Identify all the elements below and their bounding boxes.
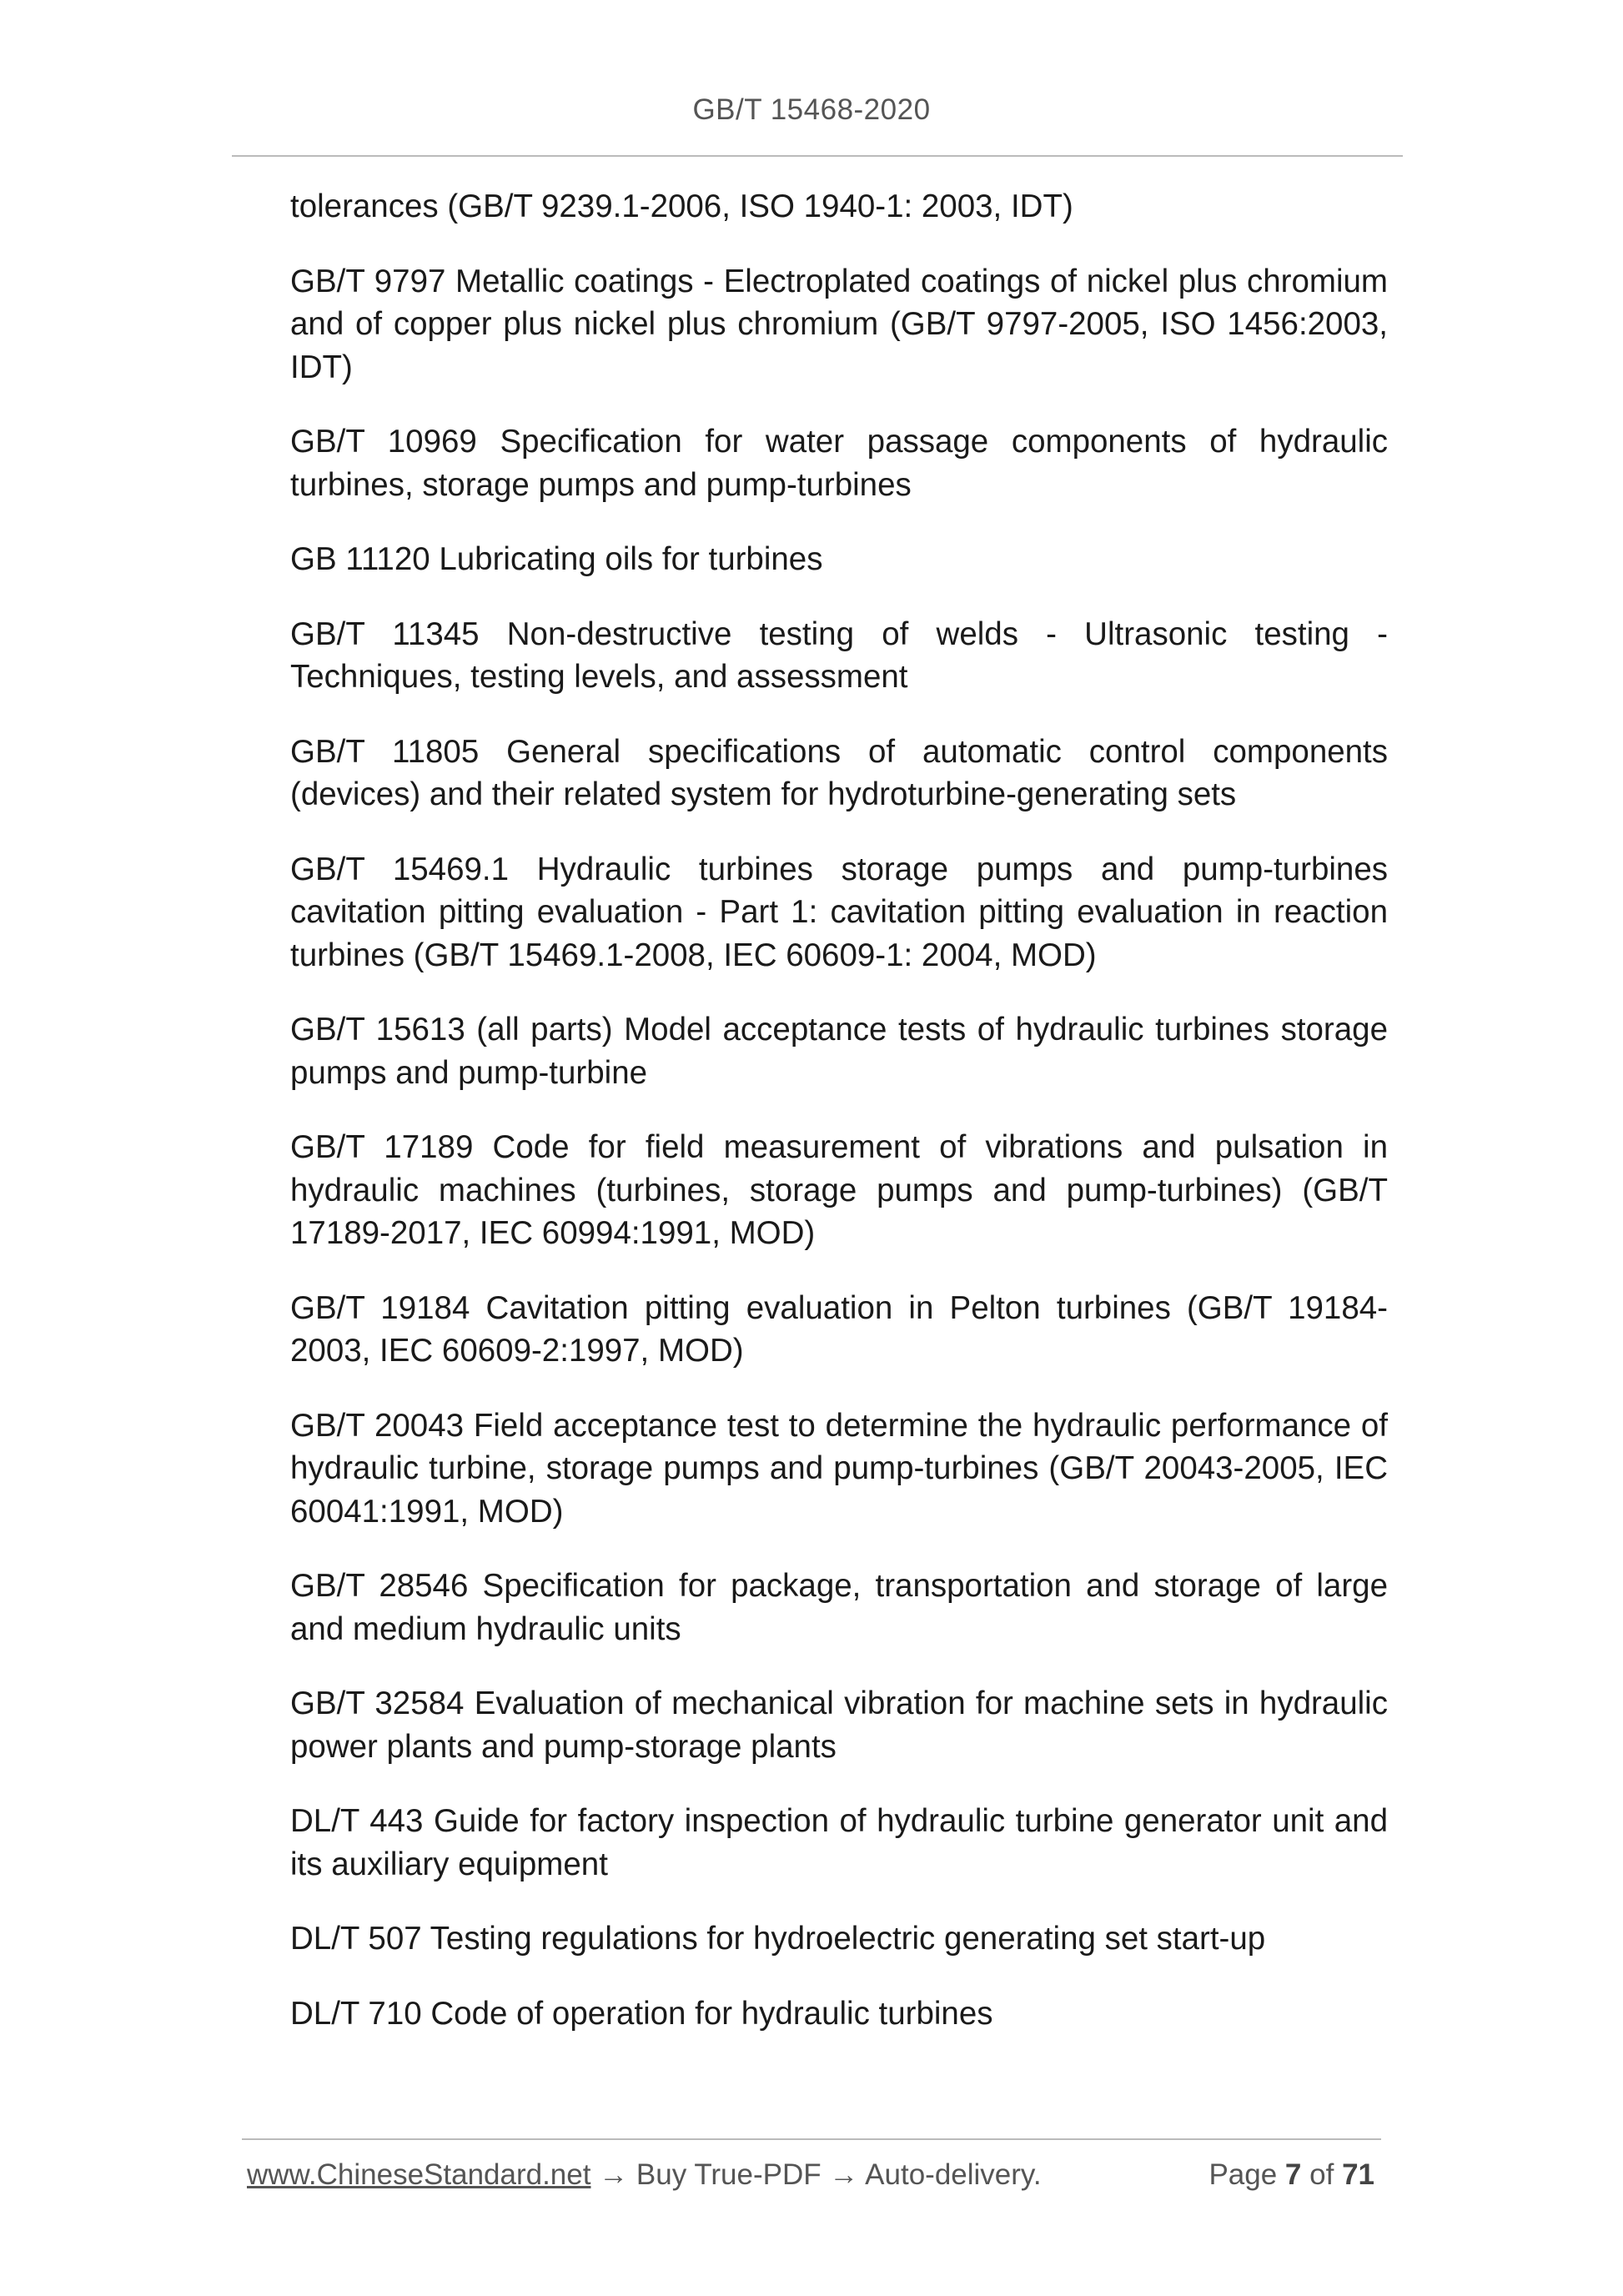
page-header-title: GB/T 15468-2020 <box>692 93 931 126</box>
reference-entry: tolerances (GB/T 9239.1-2006, ISO 1940-1: 2003, IDT) <box>290 188 1073 224</box>
website-link[interactable]: www.ChineseStandard.net <box>247 2158 591 2191</box>
footer-tagline: → Buy True-PDF → Auto-delivery. <box>590 2158 1042 2191</box>
reference-entry: GB/T 9797 Metallic coatings - Electroplated coatings of nickel plus chromium and of copper plus nickel plus chromium (GB/T 9797-2005, ISO 1456:2003, IDT) <box>290 263 1388 385</box>
page-label: Page <box>1208 2158 1278 2191</box>
reference-entry: GB/T 17189 Code for field measurement of vibrations and pulsation in hydraulic machines (turbines, storage pumps and pump-turbines) (GB/T 17189-2017, IEC 60994:1991, MOD) <box>290 1129 1388 1251</box>
reference-entry: DL/T 507 Testing regulations for hydroelectric generating set start-up <box>290 1921 1266 1957</box>
header-divider <box>232 155 1403 157</box>
of-label: of <box>1309 2158 1334 2191</box>
reference-entry: GB/T 20043 Field acceptance test to determine the hydraulic performance of hydraulic turbine, storage pumps and pump-turbines (GB/T 20043-2005, IEC 60041:1991, MOD) <box>290 1407 1388 1530</box>
page-indicator <box>1208 2158 1374 2192</box>
reference-entry: DL/T 710 Code of operation for hydraulic turbines <box>290 1995 993 2032</box>
normative-references-list <box>290 185 1388 2067</box>
reference-entry: GB/T 15469.1 Hydraulic turbines storage pumps and pump-turbines cavitation pitting evaluation - Part 1: cavitation pitting evaluation in reaction turbines (GB/T 15469.1-2008, IEC 60609-1: 2004, MOD) <box>290 851 1388 973</box>
reference-entry: GB/T 11345 Non-destructive testing of welds - Ultrasonic testing - Techniques, testing levels, and assessment <box>290 615 1388 695</box>
page-footer <box>247 2158 1379 2200</box>
reference-entry: GB/T 28546 Specification for package, transportation and storage of large and medium hydraulic units <box>290 1568 1388 1647</box>
total-pages-number: 71 <box>1342 2158 1374 2191</box>
reference-entry: GB 11120 Lubricating oils for turbines <box>290 541 823 577</box>
reference-entry: GB/T 15613 (all parts) Model acceptance tests of hydraulic turbines storage pumps and pump-turbine <box>290 1012 1388 1091</box>
footer-divider <box>242 2138 1381 2140</box>
footer-promo <box>247 2158 1042 2192</box>
reference-entry: GB/T 19184 Cavitation pitting evaluation in Pelton turbines (GB/T 19184-2003, IEC 60609-2:1997, MOD) <box>290 1289 1388 1369</box>
current-page-number: 7 <box>1284 2158 1302 2191</box>
reference-entry: GB/T 11805 General specifications of automatic control components (devices) and their related system for hydroturbine-generating sets <box>290 733 1388 812</box>
reference-entry: GB/T 32584 Evaluation of mechanical vibration for machine sets in hydraulic power plants and pump-storage plants <box>290 1686 1388 1765</box>
reference-entry: GB/T 10969 Specification for water passage components of hydraulic turbines, storage pumps and pump-turbines <box>290 424 1388 503</box>
reference-entry: DL/T 443 Guide for factory inspection of hydraulic turbine generator unit and its auxiliary equipment <box>290 1803 1388 1882</box>
